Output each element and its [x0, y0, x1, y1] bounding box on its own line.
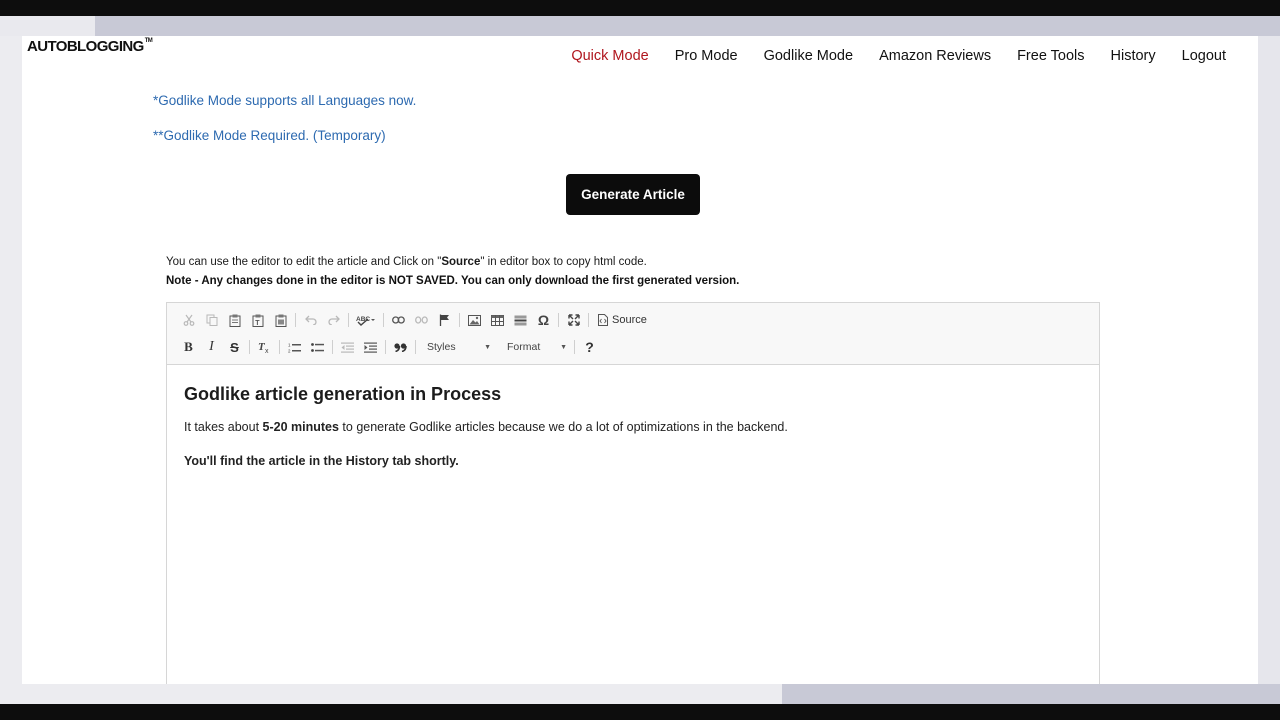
- styles-dropdown[interactable]: [419, 337, 495, 357]
- top-nav: [545, 48, 1226, 64]
- rich-text-editor: [166, 302, 1100, 684]
- app-page: [22, 36, 1258, 684]
- article-status-heading: Godlike article generation in Process: [184, 384, 502, 404]
- history-tab-note: You'll find the article in the History tab shortly.: [184, 454, 459, 468]
- indent-icon[interactable]: [359, 336, 382, 358]
- format-label: Format: [507, 341, 541, 353]
- svg-text:1: 1: [288, 342, 291, 347]
- generate-article-button[interactable]: Generate Article: [566, 174, 700, 215]
- toolbar-separator: [348, 313, 349, 327]
- copy-icon[interactable]: [200, 309, 223, 331]
- backdrop-strip: [0, 16, 1280, 36]
- svg-text:T: T: [254, 319, 260, 327]
- toolbar-separator: [415, 340, 416, 354]
- chevron-down-icon: ▼: [560, 343, 567, 351]
- italic-button[interactable]: I: [209, 339, 214, 354]
- godlike-required-note: **Godlike Mode Required. (Temporary): [153, 128, 386, 143]
- help-button[interactable]: ?: [585, 339, 594, 355]
- source-label: Source: [612, 314, 647, 326]
- horizontal-rule-icon[interactable]: [509, 309, 532, 331]
- cut-icon[interactable]: [177, 309, 200, 331]
- editor-not-saved-note: Note - Any changes done in the editor is NOT SAVED. You can only download the first generated version.: [166, 275, 740, 287]
- editor-toolbar: [167, 303, 1099, 365]
- svg-text:x: x: [265, 348, 269, 353]
- languages-note: *Godlike Mode supports all Languages now.: [153, 93, 417, 108]
- article-time-paragraph: It takes about 5-20 minutes to generate Godlike articles because we do a lot of optimizations in the backend.: [184, 420, 788, 434]
- svg-text:T: T: [258, 341, 265, 353]
- backdrop-right-edge: [1258, 36, 1280, 684]
- source-button[interactable]: [592, 309, 653, 331]
- editor-help-text: You can use the editor to edit the article and Click on "Source" in editor box to copy html code.: [166, 256, 647, 268]
- toolbar-separator: [249, 340, 250, 354]
- blockquote-icon[interactable]: [389, 336, 412, 358]
- redo-icon[interactable]: [322, 309, 345, 331]
- backdrop-strip-left: [0, 16, 95, 36]
- toolbar-separator: [383, 313, 384, 327]
- styles-label: Styles: [427, 341, 456, 353]
- toolbar-row-2: [177, 336, 601, 358]
- autoblogging-logo[interactable]: AUTO BLOGGING TM: [27, 38, 153, 55]
- nav-free-tools[interactable]: Free Tools: [1017, 48, 1085, 64]
- bold-button[interactable]: B: [184, 339, 193, 354]
- toolbar-separator: [332, 340, 333, 354]
- spellcheck-icon[interactable]: [352, 309, 380, 331]
- unlink-icon[interactable]: [410, 309, 433, 331]
- link-icon[interactable]: [387, 309, 410, 331]
- nav-quick-mode[interactable]: Quick Mode: [571, 48, 649, 64]
- anchor-flag-icon[interactable]: [433, 309, 456, 331]
- toolbar-separator: [459, 313, 460, 327]
- toolbar-separator: [295, 313, 296, 327]
- toolbar-row-1: [177, 309, 653, 331]
- toolbar-separator: [558, 313, 559, 327]
- editor-content-area[interactable]: [167, 383, 1099, 469]
- source-document-icon: [598, 314, 608, 326]
- paste-from-word-icon[interactable]: [269, 309, 292, 331]
- undo-icon[interactable]: [299, 309, 322, 331]
- maximize-icon[interactable]: [562, 309, 585, 331]
- toolbar-separator: [279, 340, 280, 354]
- toolbar-separator: [385, 340, 386, 354]
- nav-history[interactable]: History: [1110, 48, 1156, 64]
- svg-text:ABC: ABC: [356, 316, 371, 323]
- remove-format-icon[interactable]: [253, 336, 276, 358]
- special-character-icon[interactable]: Ω: [537, 312, 550, 328]
- toolbar-separator: [574, 340, 575, 354]
- format-dropdown[interactable]: [499, 337, 571, 357]
- nav-godlike-mode[interactable]: Godlike Mode: [763, 48, 854, 64]
- table-icon[interactable]: [486, 309, 509, 331]
- outdent-icon[interactable]: [336, 336, 359, 358]
- toolbar-separator: [588, 313, 589, 327]
- svg-text:2: 2: [288, 348, 291, 353]
- nav-logout[interactable]: Logout: [1181, 48, 1226, 64]
- paste-text-icon[interactable]: [246, 309, 269, 331]
- bulleted-list-icon[interactable]: [306, 336, 329, 358]
- numbered-list-icon[interactable]: [283, 336, 306, 358]
- image-icon[interactable]: [463, 309, 486, 331]
- backdrop-strip-bottom: [782, 684, 1280, 704]
- paste-icon[interactable]: [223, 309, 246, 331]
- nav-amazon-reviews[interactable]: Amazon Reviews: [879, 48, 992, 64]
- nav-pro-mode[interactable]: Pro Mode: [674, 48, 738, 64]
- chevron-down-icon: ▼: [484, 343, 491, 351]
- strikethrough-button[interactable]: S: [230, 339, 239, 355]
